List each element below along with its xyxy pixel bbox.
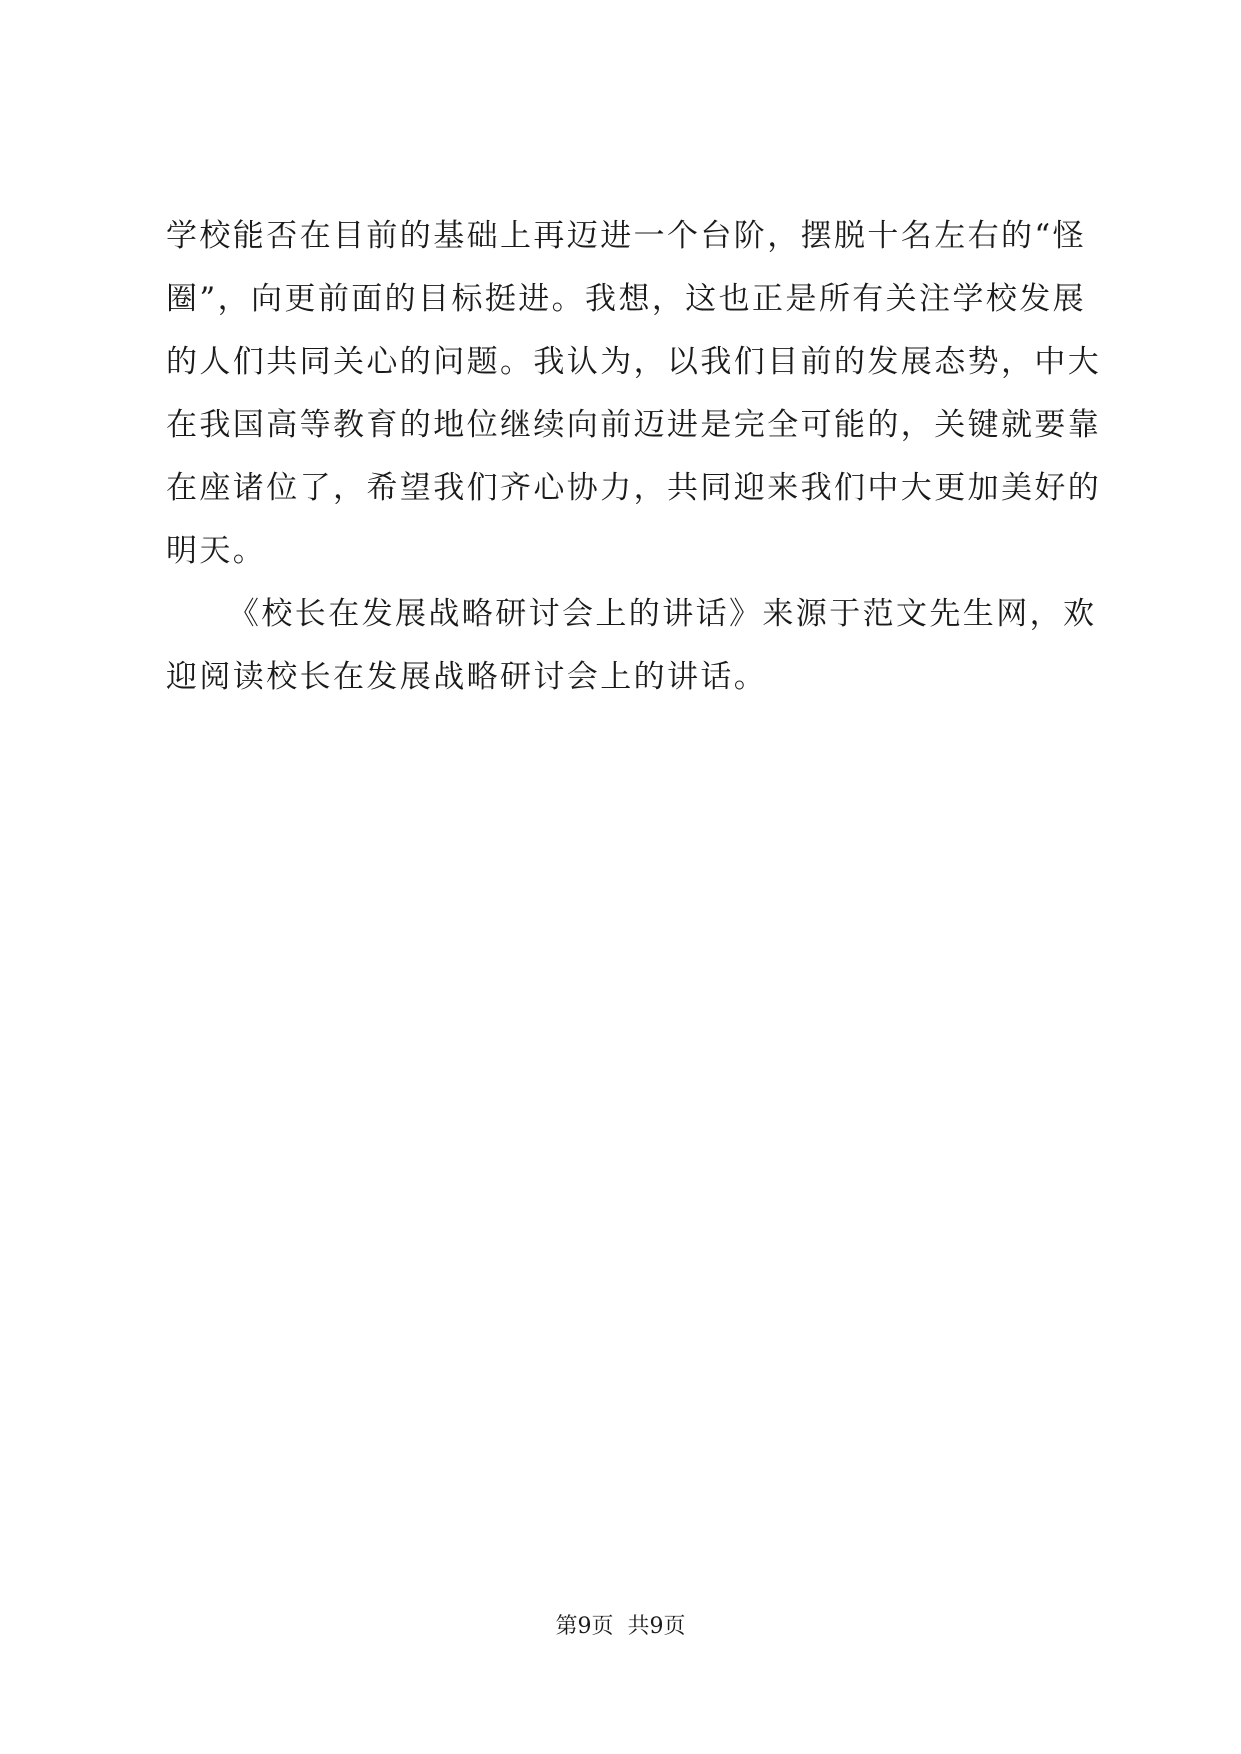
text-line: 在座诸位了，希望我们齐心协力，共同迎来我们中大更加美好的 xyxy=(166,470,1102,506)
text-line: 的人们共同关心的问题。我认为，以我们目前的发展态势，中大 xyxy=(166,344,1102,380)
text-line: 《校长在发展战略研讨会上的讲话》来源于范文先生网，欢 xyxy=(228,596,1097,632)
text-line: 迎阅读校长在发展战略研讨会上的讲话。 xyxy=(166,659,768,695)
text-line: 明天。 xyxy=(166,533,267,569)
text-line: 学校能否在目前的基础上再迈进一个台阶，摆脱十名左右的“怪 xyxy=(166,218,1087,254)
page-number: 第9页 xyxy=(555,1614,614,1639)
document-body xyxy=(166,205,1102,709)
text-line: 圈”，向更前面的目标挺进。我想，这也正是所有关注学校发展 xyxy=(166,281,1087,317)
page-total: 共9页 xyxy=(627,1614,686,1639)
text-line: 在我国高等教育的地位继续向前迈进是完全可能的，关键就要靠 xyxy=(166,407,1102,443)
page-footer xyxy=(0,1612,1241,1642)
